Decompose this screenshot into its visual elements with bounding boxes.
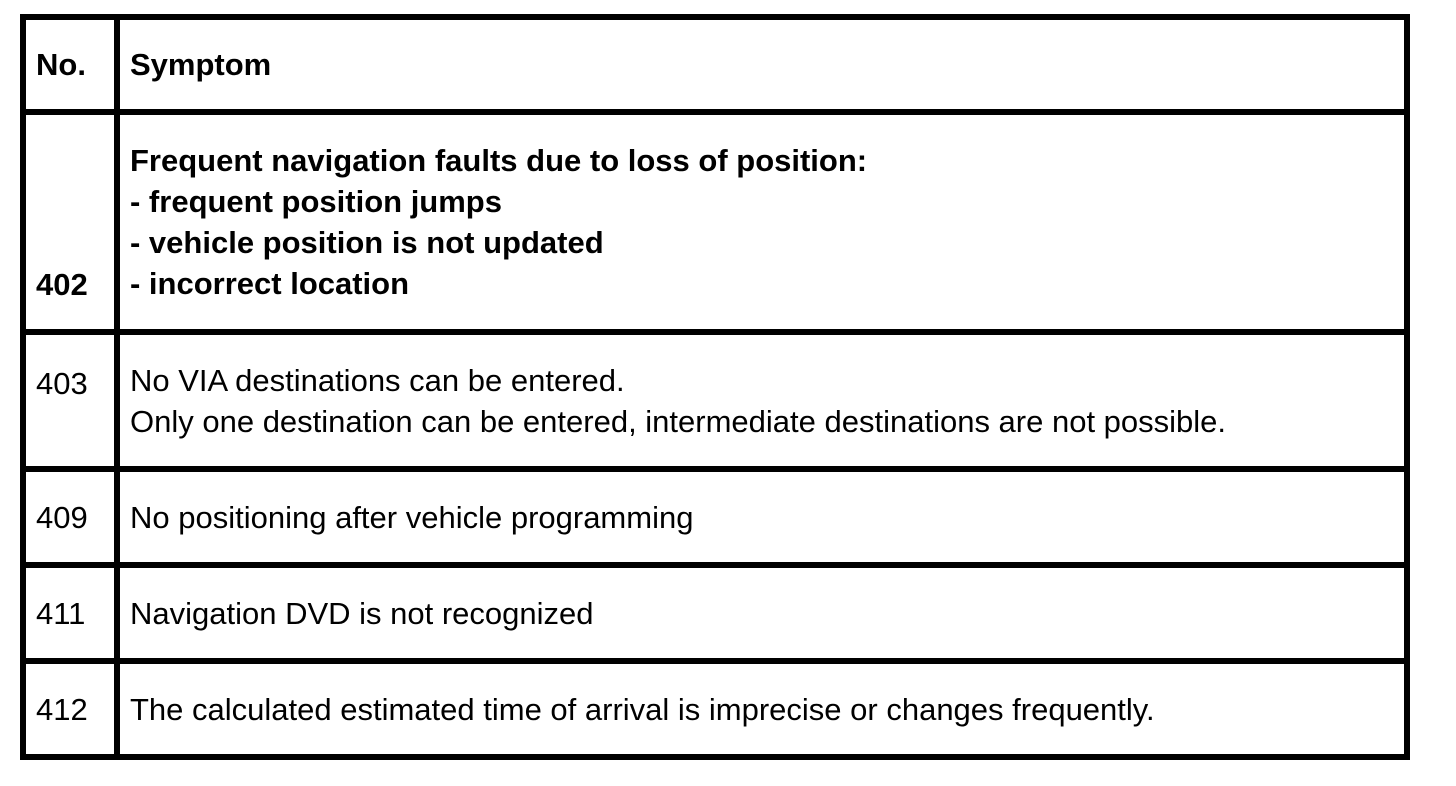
symptom-line: The calculated estimated time of arrival is imprecise or changes frequently. (130, 691, 1155, 727)
symptom-line: - frequent position jumps (130, 184, 502, 219)
symptom-line: Navigation DVD is not recognized (130, 595, 594, 631)
row-number: 403 (23, 332, 117, 469)
row-number: 409 (23, 469, 117, 565)
symptom-cell (117, 332, 1407, 469)
symptom-cell (117, 565, 1407, 661)
symptom-line: Only one destination can be entered, intermediate destinations are not possible. (130, 403, 1227, 439)
symptom-cell (117, 112, 1407, 332)
table-row (23, 112, 1407, 332)
table-row (23, 469, 1407, 565)
row-number: 402 (23, 112, 117, 332)
row-number: 412 (23, 661, 117, 757)
table-header-row (23, 17, 1407, 112)
symptom-line: - incorrect location (130, 266, 410, 301)
table-row (23, 332, 1407, 469)
row-number: 411 (23, 565, 117, 661)
column-header-no: No. (23, 17, 117, 112)
symptom-line: No VIA destinations can be entered. (130, 362, 625, 398)
table-row (23, 661, 1407, 757)
symptom-table (20, 14, 1410, 760)
symptom-line: Frequent navigation faults due to loss of position: (130, 143, 868, 178)
symptom-cell (117, 469, 1407, 565)
symptom-line: - vehicle position is not updated (130, 225, 604, 260)
column-header-symptom: Symptom (117, 17, 1407, 112)
symptom-cell (117, 661, 1407, 757)
symptom-line: No positioning after vehicle programming (130, 499, 694, 535)
table-row (23, 565, 1407, 661)
